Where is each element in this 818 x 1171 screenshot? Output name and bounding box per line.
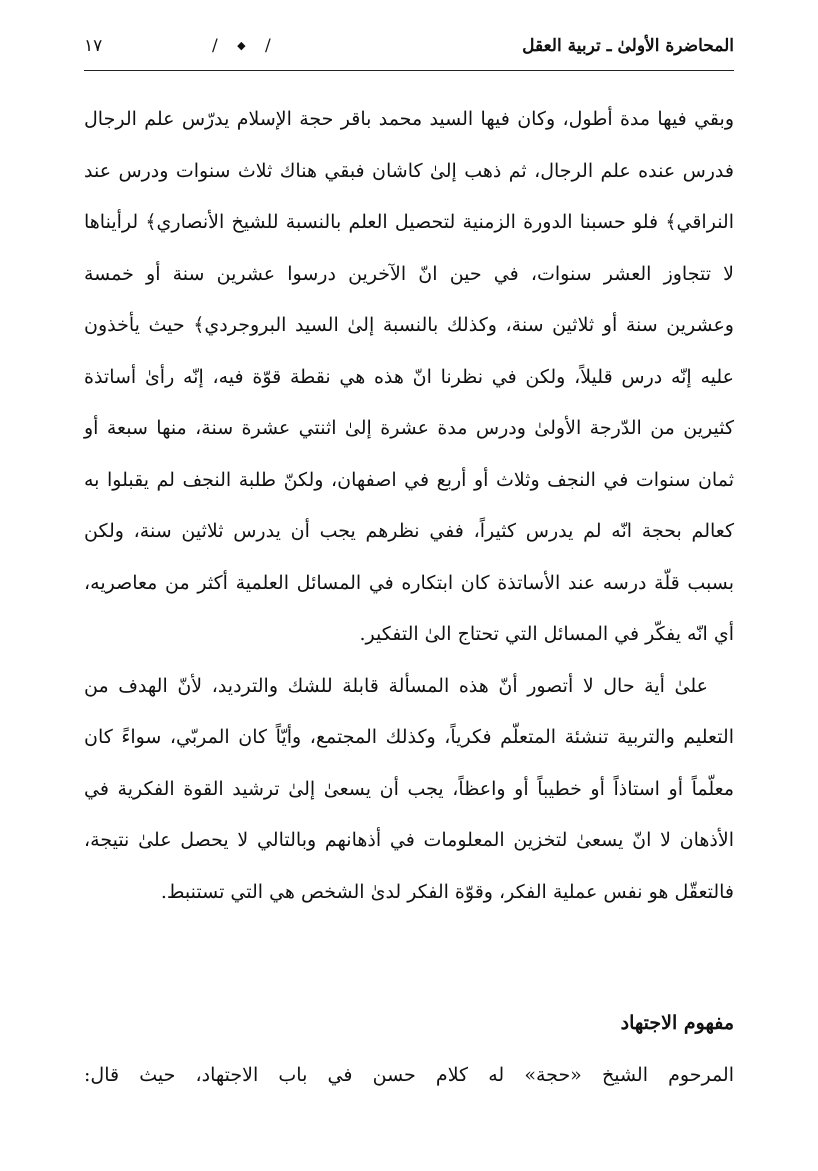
header-ornament (212, 36, 272, 56)
ornament-slash-left: / (212, 36, 219, 56)
diamond-icon: ◆ (237, 39, 247, 52)
ornament-slash-right: / (265, 36, 272, 56)
page-number: ١٧ (84, 36, 103, 56)
paragraph-2: علىٰ أية حال لا أتصور أنّ هذه المسألة قابلة للشك والترديد، لأنّ الهدف من التعليم والتربية تنشئة المتعلّم فكرياً، وكذلك المجتمع، وأيّاً كان المربّي، سواءً كان معلّماً أو استاذاً أو خطيباً أو واعظاً، يجب أن يسعىٰ إلىٰ ترشيد القوة الفكرية في الأذهان لا انّ يسعىٰ لتخزين المعلومات في أذهانهم وبالتالي لا يحصل علىٰ نتيجة، فالتعقّل هو نفس عملية الفكر، وقوّة الفكر لدىٰ الشخص هي التي تستنبط. (84, 674, 734, 903)
paragraph-1: وبقي فيها مدة أطول، وكان فيها السيد محمد باقر حجة الإسلام يدرّس علم الرجال فدرس عنده علم الرجال، ثم ذهب إلىٰ كاشان فبقي هناك ثلاث سنوات ودرس عند النراقي﴾ فلو حسبنا الدورة الزمنية لتحصيل العلم بالنسبة للشيخ الأنصاري﴾ لرأيناها لا تتجاوز العشر سنوات، في حين انّ الآخرين درسوا عشرين سنة أو خمسة وعشرين سنة أو ثلاثين سنة، وكذلك بالنسبة إلىٰ السيد البروجردي﴾ حيث يأخذون عليه إنّه درس قليلاً، ولكن في نظرنا انّ هذه هي نقطة قوّة فيه، إنّه رأىٰ أساتذة كثيرين من الدّرجة الأولىٰ ودرس مدة عشرة إلىٰ اثنتي عشرة سنة، منها سبعة أو ثمان سنوات في النجف وثلاث أو أربع في اصفهان، ولكنّ طلبة النجف لم يقبلوا به كعالم بحجة انّه لم يدرس كثيراً، ففي نظرهم يجب أن يدرس ثلاثين سنة، ولكن بسبب قلّة درسه عند الأساتذة كان ابتكاره في المسائل العلمية أكثر من معاصريه، أي انّه يفكّر في المسائل التي تحتاج الىٰ التفكير. (84, 108, 734, 645)
section-first-line: المرحوم الشيخ «حجة» له كلام حسن في باب الاجتهاد، حيث قال: (84, 1064, 734, 1086)
section-heading: مفهوم الاجتهاد (620, 1012, 734, 1034)
running-header (84, 30, 734, 71)
main-text (84, 94, 734, 918)
chapter-title: المحاضرة الأولىٰ ـ تربية العقل (522, 36, 734, 56)
